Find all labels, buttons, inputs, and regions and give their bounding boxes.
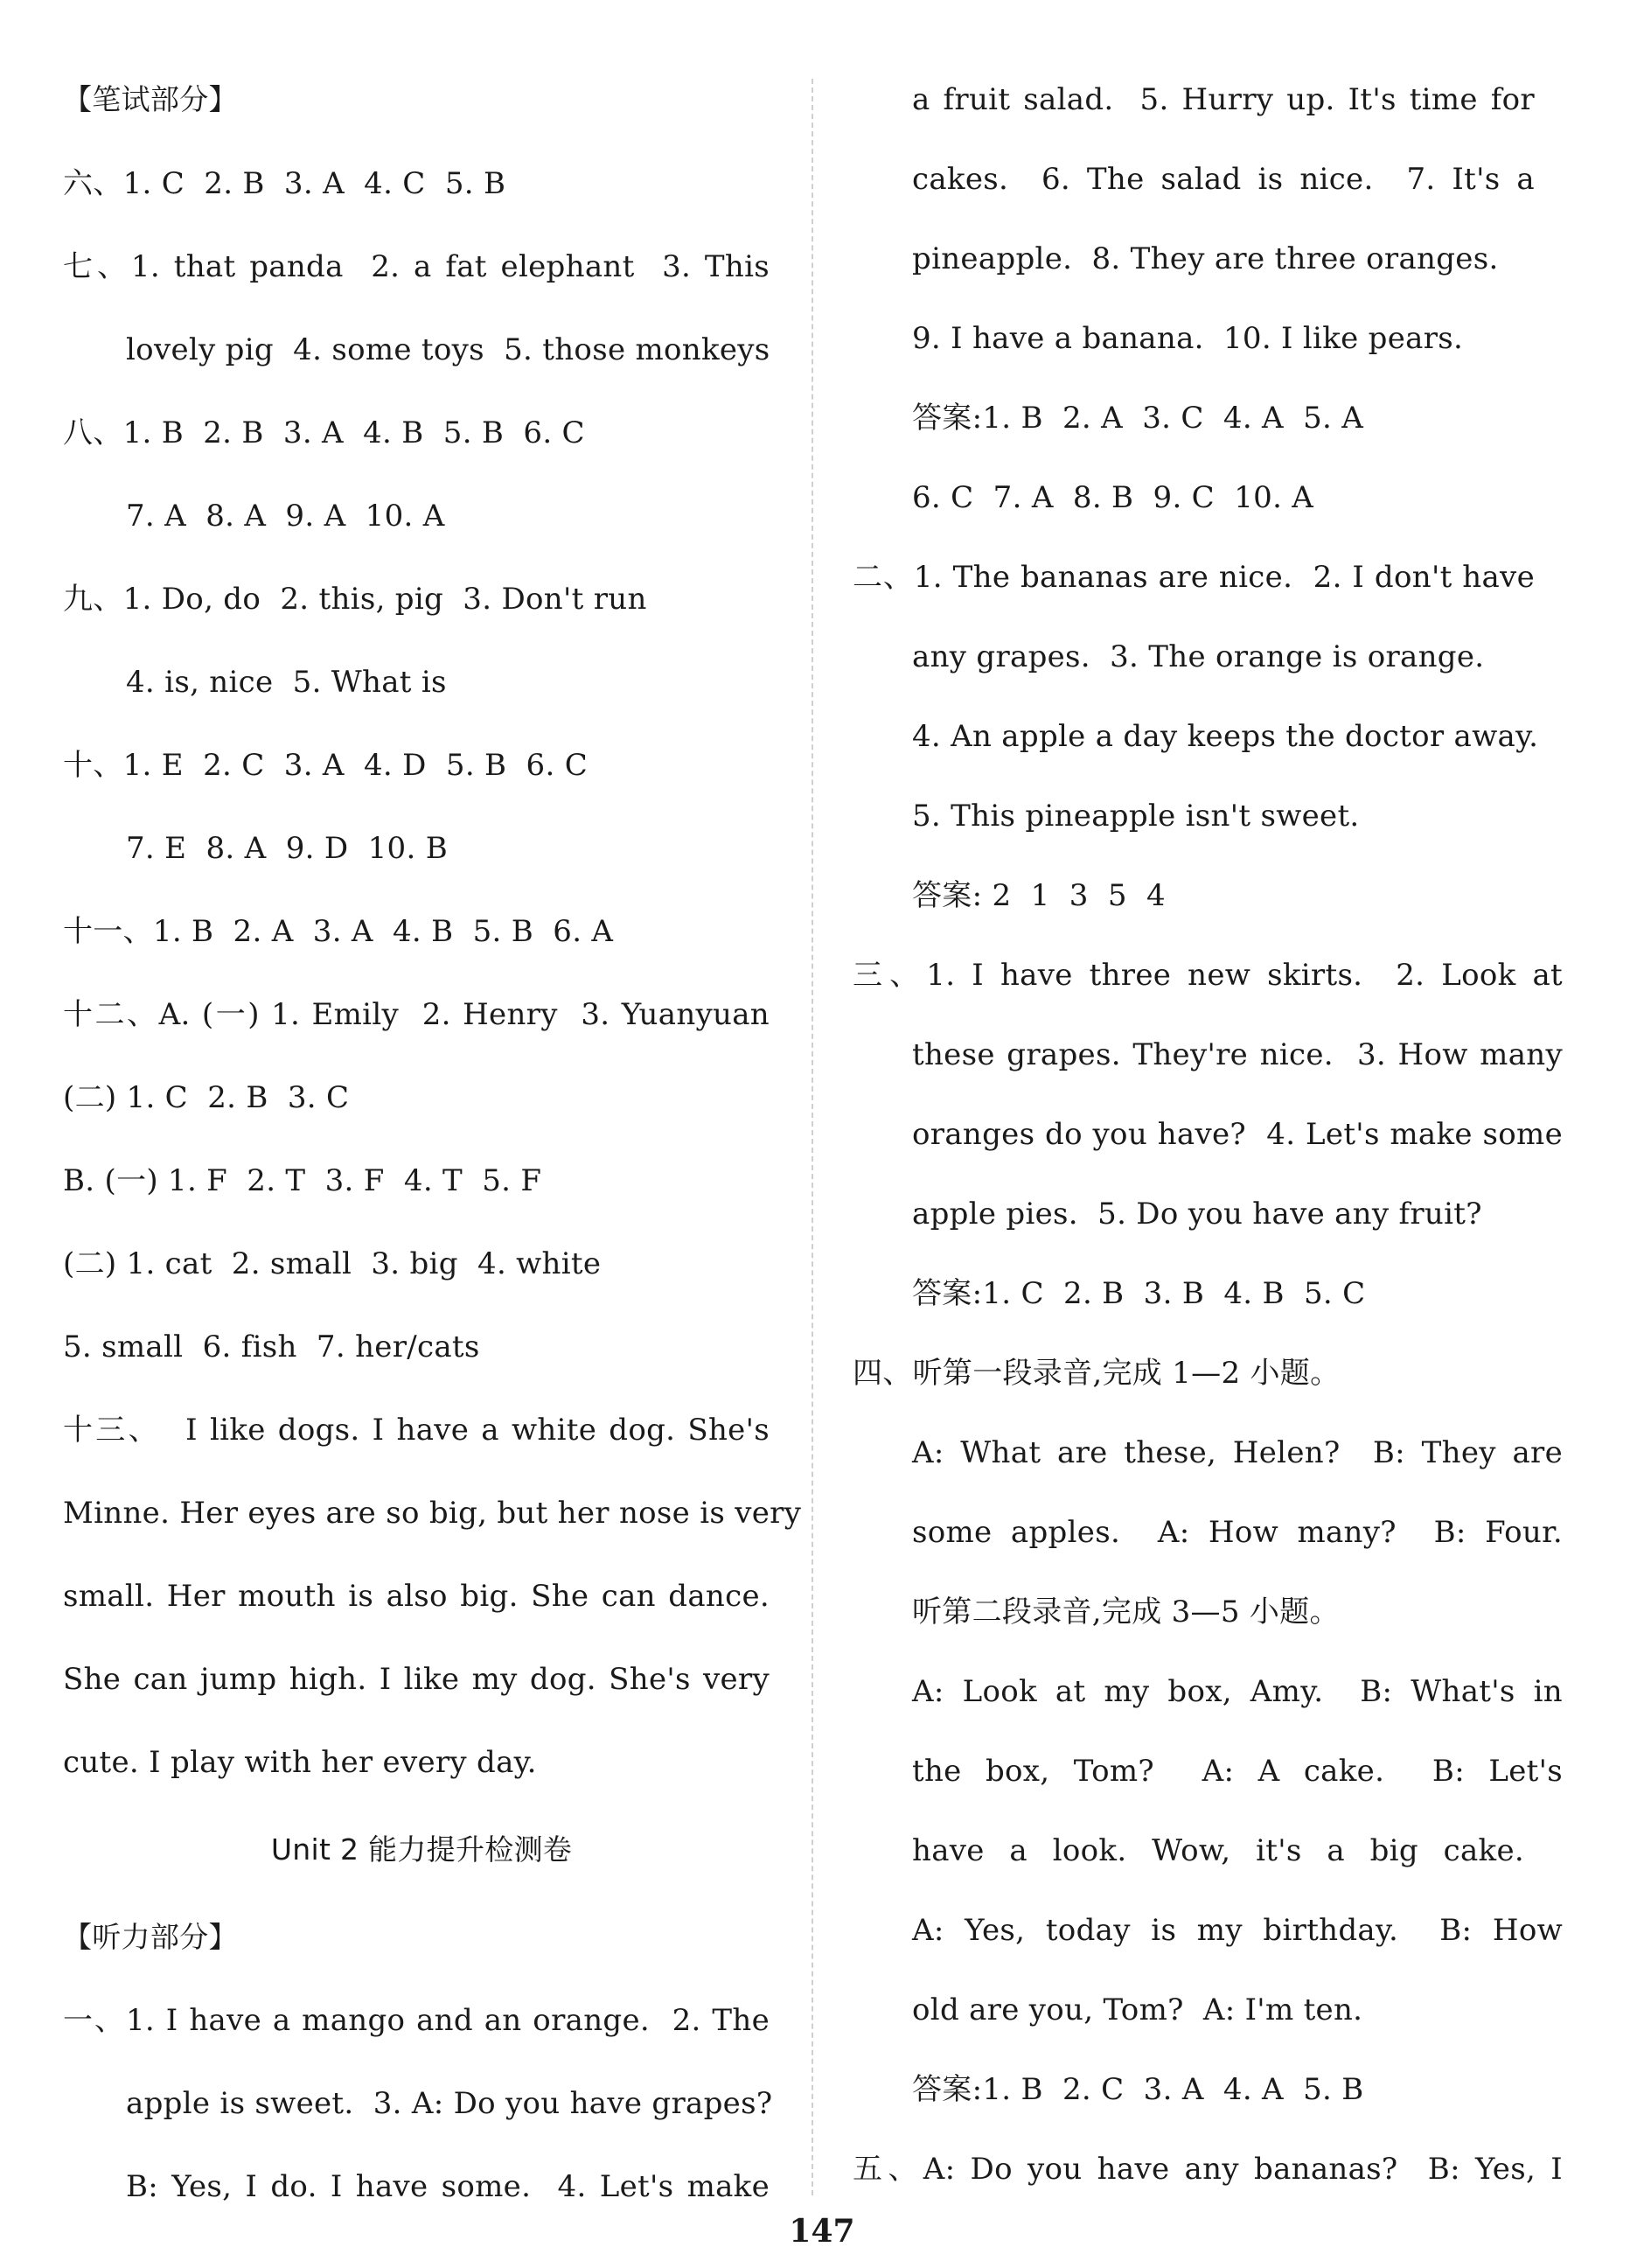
- answer-line: 答案: 2 1 3 5 4: [912, 878, 1166, 913]
- answer-line: 二、1. The bananas are nice. 2. I don't have: [853, 560, 1535, 595]
- dialogue-line: 听第二段录音,完成 3—5 小题。: [912, 1595, 1340, 1629]
- dialogue-line: have a look. Wow, it's a big cake.: [912, 1833, 1524, 1868]
- answer-line: B. (一) 1. F 2. T 3. F 4. T 5. F: [63, 1163, 542, 1198]
- section-heading-listening: 【听力部分】: [63, 1920, 238, 1954]
- answer-line: 七、1. that panda 2. a fat elephant 3. This: [63, 249, 770, 284]
- answer-line: oranges do you have? 4. Let's make some: [912, 1117, 1563, 1152]
- column-divider: [812, 79, 813, 2195]
- answer-line: (二) 1. cat 2. small 3. big 4. white: [63, 1246, 602, 1281]
- answer-line: 一、1. I have a mango and an orange. 2. The: [63, 2003, 770, 2038]
- answer-line: B: Yes, I do. I have some. 4. Let's make: [126, 2169, 770, 2204]
- answer-line: (二) 1. C 2. B 3. C: [63, 1080, 350, 1115]
- answer-line: 6. C 7. A 8. B 9. C 10. A: [912, 480, 1314, 515]
- answer-line: 六、1. C 2. B 3. A 4. C 5. B: [63, 166, 506, 201]
- answer-line: 5. This pineapple isn't sweet.: [912, 799, 1360, 834]
- answer-line: 答案:1. C 2. B 3. B 4. B 5. C: [912, 1276, 1366, 1311]
- answer-line: any grapes. 3. The orange is orange.: [912, 639, 1485, 674]
- answer-line: lovely pig 4. some toys 5. those monkeys: [126, 332, 770, 367]
- passage-line: She can jump high. I like my dog. She's very: [63, 1662, 770, 1697]
- answer-line: 答案:1. B 2. A 3. C 4. A 5. A: [912, 401, 1364, 436]
- answer-line: 9. I have a banana. 10. I like pears.: [912, 321, 1464, 356]
- answer-line: 四、听第一段录音,完成 1—2 小题。: [853, 1356, 1341, 1391]
- answer-line: pineapple. 8. They are three oranges.: [912, 241, 1499, 276]
- dialogue-line: old are you, Tom? A: I'm ten.: [912, 1992, 1363, 2027]
- dialogue-line: the box, Tom? A: A cake. B: Let's: [912, 1754, 1563, 1789]
- answer-line: 十一、1. B 2. A 3. A 4. B 5. B 6. A: [63, 914, 614, 949]
- answer-line: cakes. 6. The salad is nice. 7. It's a: [912, 162, 1535, 197]
- answer-line: 三、1. I have three new skirts. 2. Look at: [853, 958, 1563, 993]
- page-number: 147: [789, 2213, 855, 2250]
- section-heading-written: 【笔试部分】: [63, 82, 238, 116]
- answer-line: 7. A 8. A 9. A 10. A: [126, 499, 445, 534]
- dialogue-line: A: What are these, Helen? B: They are: [912, 1435, 1563, 1470]
- answer-line: 5. small 6. fish 7. her/cats: [63, 1329, 480, 1364]
- answer-line: 4. An apple a day keeps the doctor away.: [912, 719, 1539, 754]
- unit-title: Unit 2 能力提升检测卷: [270, 1832, 573, 1867]
- answer-line: 八、1. B 2. B 3. A 4. B 5. B 6. C: [63, 415, 585, 450]
- passage-line: small. Her mouth is also big. She can dance.: [63, 1579, 770, 1614]
- answer-line: 十、1. E 2. C 3. A 4. D 5. B 6. C: [63, 748, 589, 783]
- answer-line: these grapes. They're nice. 3. How many: [912, 1037, 1563, 1072]
- dialogue-line: A: Look at my box, Amy. B: What's in: [912, 1674, 1563, 1709]
- passage-line: 十三、 I like dogs. I have a white dog. She's: [63, 1413, 770, 1448]
- dialogue-line: 五、A: Do you have any bananas? B: Yes, I: [853, 2152, 1563, 2187]
- answer-line: 答案:1. B 2. C 3. A 4. A 5. B: [912, 2072, 1364, 2107]
- dialogue-line: A: Yes, today is my birthday. B: How: [912, 1913, 1563, 1948]
- answer-line: 十二、A. (一) 1. Emily 2. Henry 3. Yuanyuan: [63, 997, 770, 1032]
- answer-line: 九、1. Do, do 2. this, pig 3. Don't run: [63, 582, 647, 617]
- passage-line: cute. I play with her every day.: [63, 1745, 537, 1780]
- answer-line: apple is sweet. 3. A: Do you have grapes?: [126, 2086, 773, 2121]
- answer-line: 4. is, nice 5. What is: [126, 665, 447, 700]
- answer-line: apple pies. 5. Do you have any fruit?: [912, 1197, 1482, 1232]
- dialogue-line: some apples. A: How many? B: Four.: [912, 1515, 1563, 1550]
- answer-line: a fruit salad. 5. Hurry up. It's time for: [912, 82, 1535, 117]
- answer-line: 7. E 8. A 9. D 10. B: [126, 831, 448, 866]
- passage-line: Minne. Her eyes are so big, but her nose is very: [63, 1496, 802, 1531]
